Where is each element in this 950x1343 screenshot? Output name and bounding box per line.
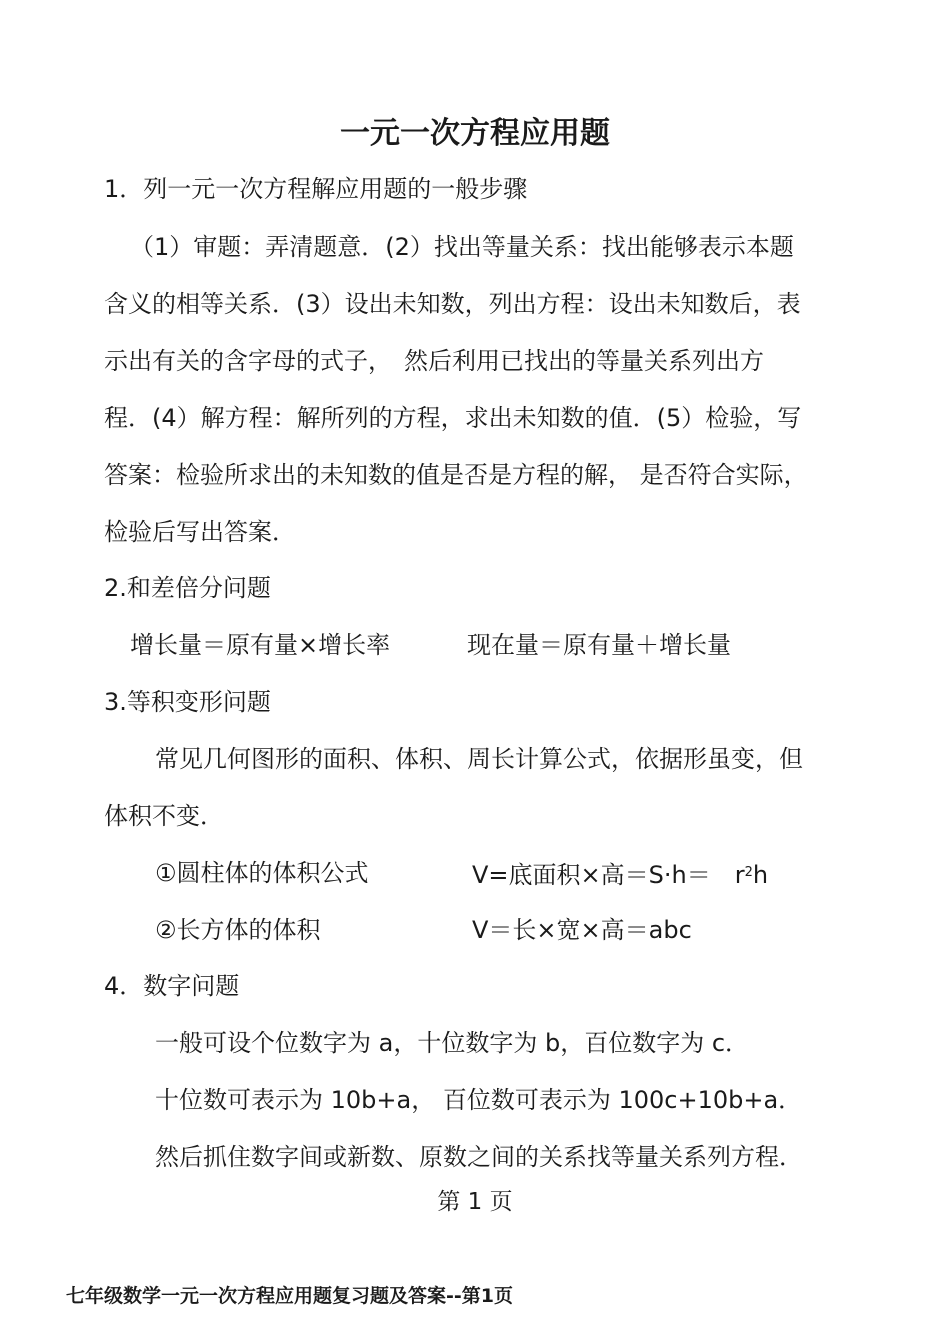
section-1-heading: 1．列一元一次方程解应用题的一般步骤 [104, 175, 528, 203]
document-footer: 七年级数学一元一次方程应用题复习题及答案--第1页 [66, 1285, 513, 1307]
page-number: 第 1 页 [437, 1189, 513, 1215]
section-1-line: 含义的相等关系．(3）设出未知数，列出方程：设出未知数后，表 [104, 290, 801, 318]
section-3-line: 常见几何图形的面积、体积、周长计算公式，依据形虽变，但 [155, 745, 803, 773]
growth-formula: 增长量＝原有量×增长率 [130, 631, 391, 659]
current-amount-formula: 现在量＝原有量＋增长量 [467, 631, 731, 659]
cuboid-volume-formula: V＝长×宽×高＝abc [472, 916, 692, 944]
section-1-line: 示出有关的含字母的式子， 然后利用已找出的等量关系列出方 [104, 347, 764, 375]
section-4-line: 然后抓住数字间或新数、原数之间的关系找等量关系列方程． [155, 1143, 803, 1171]
section-4-line: 十位数可表示为 10b+a， 百位数可表示为 100c+10b+a． [155, 1086, 803, 1114]
cylinder-formula-main: V=底面积×高＝S·h＝ [472, 861, 711, 889]
cylinder-volume-label: ①圆柱体的体积公式 [155, 859, 369, 887]
cylinder-formula-exponent: 2 [744, 865, 753, 880]
cuboid-volume-label: ②长方体的体积 [155, 916, 321, 944]
page-title: 一元一次方程应用题 [340, 116, 610, 151]
section-3-line: 体积不变． [104, 802, 224, 830]
section-1-line: 检验后写出答案． [104, 518, 296, 546]
section-2-heading: 2.和差倍分问题 [104, 574, 271, 602]
cylinder-volume-formula [472, 858, 768, 890]
section-4-heading: 4．数字问题 [104, 972, 240, 1000]
cylinder-formula-r: r [734, 861, 745, 889]
section-1-line: （1）审题：弄清题意．(2）找出等量关系：找出能够表示本题 [130, 233, 794, 261]
section-4-line: 一般可设个位数字为 a，十位数字为 b，百位数字为 c． [155, 1029, 750, 1057]
section-1-line: 程．(4）解方程：解所列的方程，求出未知数的值．(5）检验，写 [104, 404, 802, 432]
cylinder-formula-h: h [752, 861, 769, 889]
section-1-line: 答案：检验所求出的未知数的值是否是方程的解， 是否符合实际， [104, 461, 808, 489]
section-3-heading: 3.等积变形问题 [104, 688, 271, 716]
